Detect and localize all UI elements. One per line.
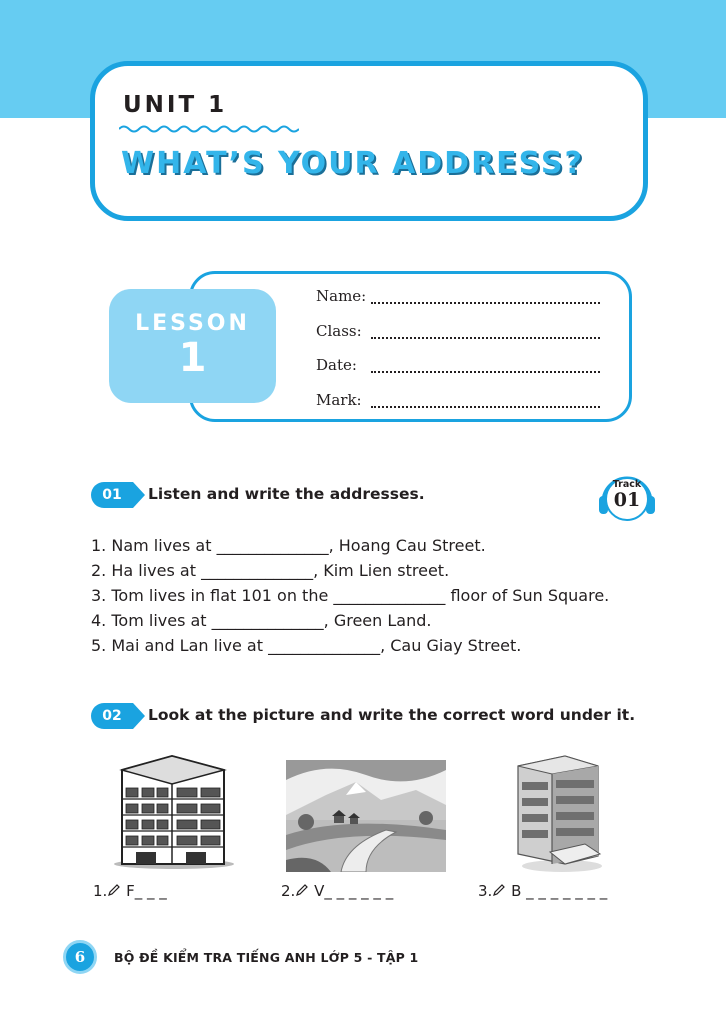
answer-2[interactable] [281,882,393,901]
unit-header-box [90,61,648,221]
lesson-word: LESSON [135,311,250,336]
unit-title: WHAT’S YOUR ADDRESS? [121,146,584,181]
answer-2-blank: V_ _ _ _ _ _ [314,882,394,900]
pencil-icon [295,883,309,901]
audio-track-icon[interactable] [596,466,658,528]
section-1-badge: 01 [91,482,133,508]
unit-label: UNIT 1 [123,92,228,118]
question-3: 3. Tom lives in flat 101 on the ______________ floor of Sun Square. [91,586,610,605]
lesson-number: 1 [178,335,207,381]
question-4: 4. Tom lives at ______________, Green Land. [91,611,432,630]
modern-building-picture [510,752,610,874]
answer-1[interactable] [93,882,167,901]
date-label: Date: [316,356,357,374]
track-number: 01 [613,489,641,511]
class-label: Class: [316,322,362,340]
question-1: 1. Nam lives at ______________, Hoang Cau Street. [91,536,486,555]
page-number: 6 [63,940,97,974]
section-2-title: Look at the picture and write the correct word under it. [148,706,636,724]
answer-3[interactable] [478,882,607,901]
answer-1-number: 1. [93,882,108,900]
lesson-tag [109,289,276,403]
question-2: 2. Ha lives at ______________, Kim Lien street. [91,561,450,580]
question-5: 5. Mai and Lan live at ______________, Cau Giay Street. [91,636,522,655]
section-2-badge: 02 [91,703,133,729]
pencil-icon [107,883,121,901]
answer-3-blank: B _ _ _ _ _ _ _ [511,882,608,900]
name-field[interactable] [371,288,600,304]
mark-field[interactable] [371,392,600,408]
mark-label: Mark: [316,391,362,409]
wave-divider [119,124,299,134]
answer-2-number: 2. [281,882,296,900]
answer-1-blank: F_ _ _ [126,882,167,900]
class-field[interactable] [371,323,600,339]
pencil-icon [492,883,506,901]
answer-3-number: 3. [478,882,493,900]
apartment-building-picture [112,748,237,870]
name-label: Name: [316,287,367,305]
book-title: BỘ ĐỀ KIỂM TRA TIẾNG ANH LỚP 5 - TẬP 1 [114,950,419,965]
date-field[interactable] [371,357,600,373]
section-1-title: Listen and write the addresses. [148,485,425,503]
track-label: Track [612,479,642,490]
village-landscape-picture [286,760,446,872]
